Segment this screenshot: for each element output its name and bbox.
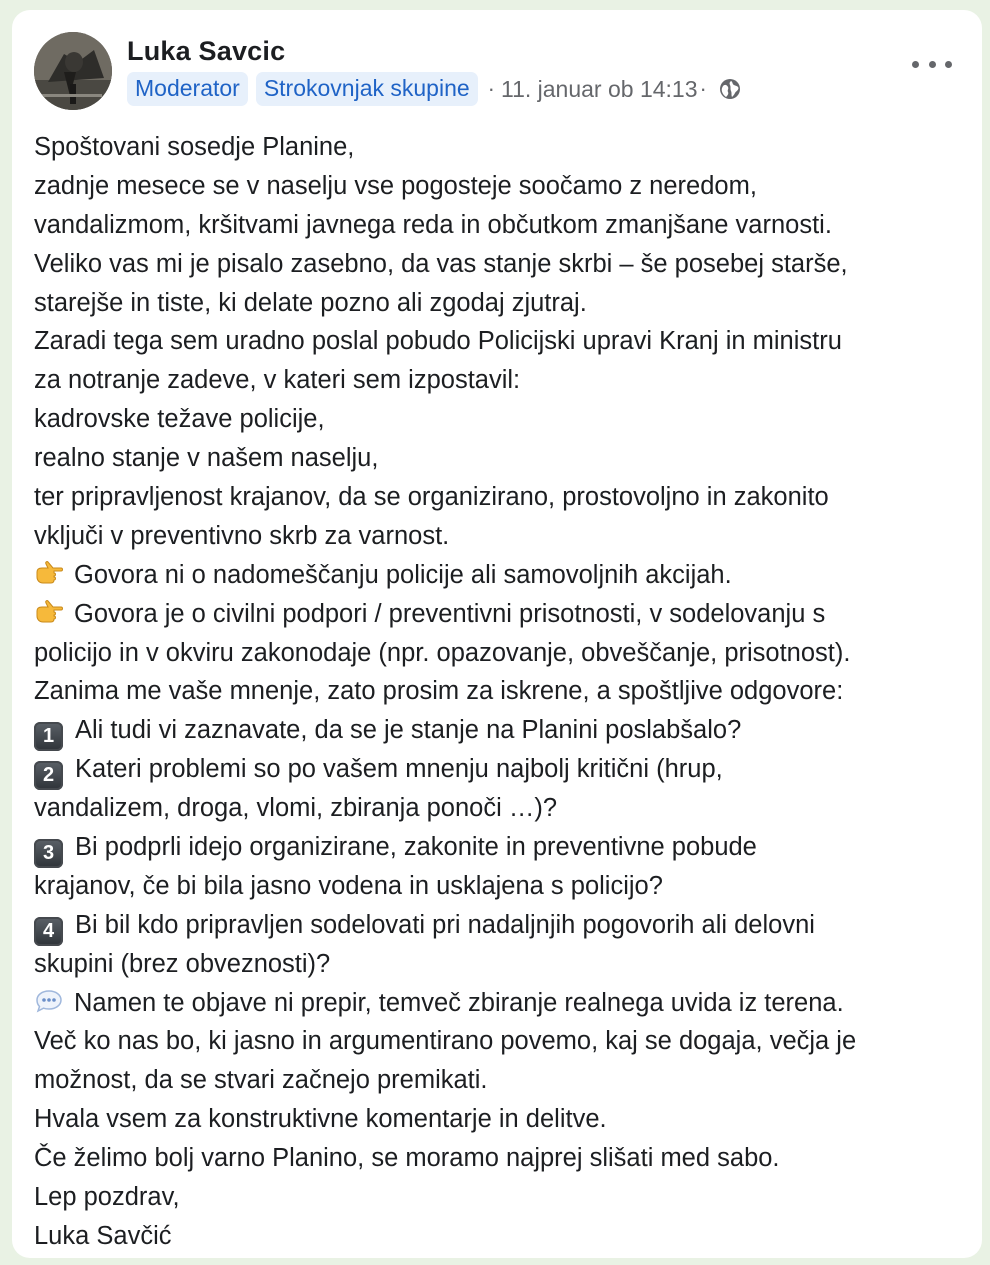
text-line: realno stanje v našem naselju, [34,444,379,473]
keycap-1-icon: 1 [34,722,63,751]
text-line: kadrovske težave policije, [34,405,325,434]
text-line: ter pripravljenost krajanov, da se organizirano, prostovoljno in zakonito [34,483,829,512]
text-line: vključi v preventivno skrb za varnost. [34,521,450,550]
question-4 [34,906,974,945]
pointing-hand-icon [34,597,64,627]
text-line: Če želimo bolj varno Planino, se moramo najprej slišati med sabo. [34,1144,780,1173]
author-name[interactable]: Luka Savcic [127,36,286,66]
post-card [12,10,982,1258]
meta-separator-2: · [699,76,707,101]
avatar-photo-icon [34,32,112,110]
text-line: Zaradi tega sem uradno poslal pobudo Policijski upravi Kranj in ministru [34,327,842,356]
moderator-badge[interactable]: Moderator [127,72,248,106]
text-line: možnost, da se stvari začnejo premikati. [34,1066,488,1095]
text-line: Spoštovani sosedje Planine, [34,133,355,161]
speech-bubble-icon [34,986,64,1016]
avatar[interactable] [34,32,112,110]
more-dot [912,61,919,68]
post-meta [127,71,741,107]
text-line: policijo in v okviru zakonodaje (npr. opazovanje, obveščanje, prisotnost). [34,638,851,667]
text-line: Zanima me vaše mnenje, zato prosim za iskrene, a spoštljive odgovore: [34,677,844,706]
post-text [34,128,974,1256]
post-timestamp[interactable]: 11. januar ob 14:13 [501,75,698,102]
text-line: Bi bil kdo pripravljen sodelovati pri nadaljnjih pogovorih ali delovni [75,910,815,939]
text-line: vandalizmom, kršitvami javnega reda in občutkom zmanjšane varnosti. [34,210,832,239]
expert-badge[interactable]: Strokovnjak skupine [256,72,478,106]
text-line: Več ko nas bo, ki jasno in argumentirano povemo, kaj se dogaja, večja je [34,1027,857,1056]
text-line: starejše in tiste, ki delate pozno ali zgodaj zjutraj. [34,288,587,317]
question-2 [34,750,974,789]
more-dot [945,61,952,68]
keycap-3-icon: 3 [34,839,63,868]
keycap-4-icon: 4 [34,917,63,946]
text-line: zadnje mesece se v naselju vse pogosteje soočamo z neredom, [34,171,757,200]
globe-icon[interactable] [719,78,741,100]
text-line: krajanov, če bi bila jasno vodena in usklajena s policijo? [34,871,663,900]
keycap-2-icon: 2 [34,761,63,790]
question-3 [34,828,974,867]
more-options-button[interactable] [912,54,952,74]
text-line: Luka Savčić [34,1221,172,1250]
text-line: vandalizem, droga, vlomi, zbiranja ponoči …)? [34,794,557,823]
text-line-with-icon [34,556,974,595]
text-line-with-icon [34,984,974,1023]
pointing-hand-icon [34,558,64,588]
text-line: skupini (brez obveznosti)? [34,949,331,978]
question-1 [34,711,974,750]
text-line: za notranje zadeve, v kateri sem izpostavil: [34,366,521,395]
text-line: Kateri problemi so po vašem mnenju najbolj kritični (hrup, [75,755,723,784]
text-line: Veliko vas mi je pisalo zasebno, da vas stanje skrbi – še posebej starše, [34,249,848,278]
text-line: Govora je o civilni podpori / preventivni prisotnosti, v sodelovanju s [74,599,826,628]
meta-separator: · [487,76,495,101]
text-line: Hvala vsem za konstruktivne komentarje in delitve. [34,1105,607,1134]
text-line: Lep pozdrav, [34,1183,180,1212]
text-line: Bi podprli idejo organizirane, zakonite in preventivne pobude [75,833,757,862]
text-line: Namen te objave ni prepir, temveč zbiranje realnega uvida iz terena. [74,988,844,1017]
more-dot [929,61,936,68]
text-line: Govora ni o nadomeščanju policije ali samovoljnih akcijah. [74,560,732,589]
text-line: Ali tudi vi zaznavate, da se je stanje na Planini poslabšalo? [75,716,742,745]
text-line-with-icon [34,595,974,634]
